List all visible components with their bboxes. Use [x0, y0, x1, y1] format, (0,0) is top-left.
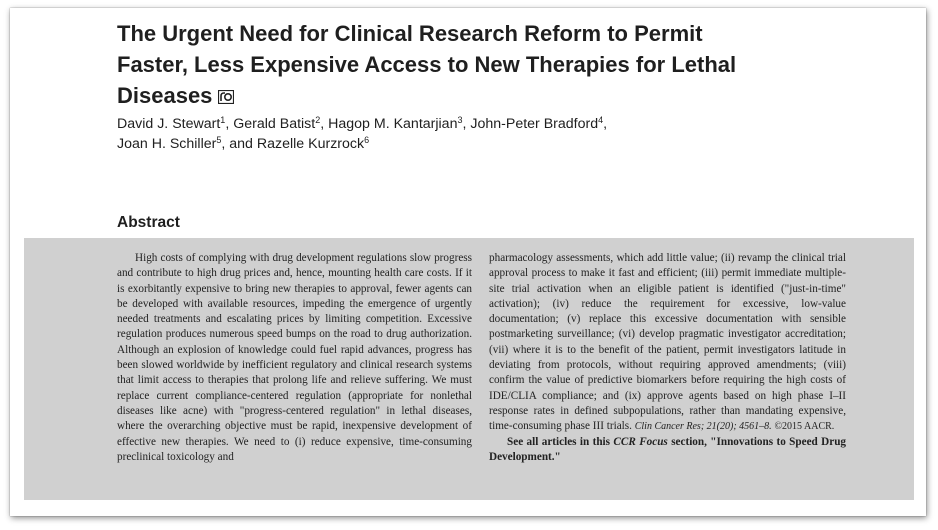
author-list: [117, 114, 757, 154]
citation: Clin Cancer Res; 21(20); 4561–8.: [634, 421, 772, 433]
abstract-right-text: pharmacology assessments, which add little value; (ii) revamp the clinical trial approval process to make it fast and efficient; (iii) permit immediate multiple-site trial activation when an eligible patient is identified ("just-in-time" activation); (iv) reduce the requirement for excessive, low-value documentation; (v) replace this excessive documentation with sensible postmarketing surveillance; (vi) develop pragmatic investigator accreditation; (vii) where it is to the benefit of the patient, permit investigators latitude in deviating from protocols, without requiring approved amendments; (viii) confirm the value of predictive biomarkers before requiring the high costs of IDE/CLIA compliance; and (ix) approve agents based on high phase I–II response rates in defined subpopulations, rather than mandating expensive, time-consuming phase III trials.: [489, 252, 846, 433]
author-name: Joan H. Schiller: [117, 136, 217, 152]
see-all-prefix: See all articles in this: [507, 435, 611, 448]
abstract-column-right: [489, 251, 846, 465]
author-affiliation-number: 1: [220, 115, 226, 125]
open-access-icon: [218, 90, 234, 104]
see-all-journal: CCR Focus: [613, 435, 668, 448]
see-all-suffix: section, "Innovations to Speed Drug Development.": [489, 435, 847, 463]
abstract-paragraph-left: High costs of complying with drug development regulations slow progress and contribute to high drug prices and, hence, mounting health care costs. If it is exorbitantly expensive to bring new therapies to approval, fewer agents can be developed with available resources, impeding the emergence of urgently needed treatments and escalating prices by limiting competition. Excessive regulation produces numerous speed bumps on the road to drug authorization. Although an explosion of knowledge could fuel rapid advances, progress has been slowed worldwide by inefficient regulatory and clinical research systems that limit access to therapies that prolong life and relieve suffering. We must replace current compliance-centered regulation (appropriate for nonlethal diseases like acne) with "progress-centered regulation" in lethal diseases, where the overarching objective must be rapid, inexpensive development of effective new therapies. We need to (i) reduce expensive, time-consuming preclinical toxicology and: [117, 252, 472, 463]
abstract-paragraph-right: [489, 251, 846, 435]
author-name: Hagop M. Kantarjian: [328, 116, 458, 132]
abstract-heading: Abstract: [117, 214, 180, 231]
copyright: ©2015 AACR.: [774, 421, 835, 433]
see-all-note: [489, 435, 846, 466]
author-affiliation-number: 2: [315, 115, 321, 125]
abstract-box: [24, 238, 914, 500]
author-affiliation-number: 4: [598, 115, 604, 125]
author-separator: ,: [462, 116, 471, 132]
abstract-column-left: [117, 251, 472, 465]
author-separator: ,: [320, 116, 329, 132]
author-separator: , and: [221, 136, 257, 152]
author-name: John-Peter Bradford: [470, 116, 599, 132]
author-name: David J. Stewart: [117, 116, 221, 132]
article-title-text: The Urgent Need for Clinical Research Reform to Permit Faster, Less Expensive Access to New Therapies for Lethal Diseases: [117, 21, 737, 108]
author-name: Razelle Kurzrock: [256, 136, 365, 152]
author-separator: ,: [603, 116, 608, 132]
author-affiliation-number: 6: [364, 135, 370, 145]
author-affiliation-number: 5: [216, 135, 222, 145]
article-page: [10, 8, 926, 516]
author-separator: ,: [225, 116, 234, 132]
article-title: [117, 18, 757, 111]
author-name: Gerald Batist: [233, 116, 316, 132]
author-affiliation-number: 3: [457, 115, 463, 125]
